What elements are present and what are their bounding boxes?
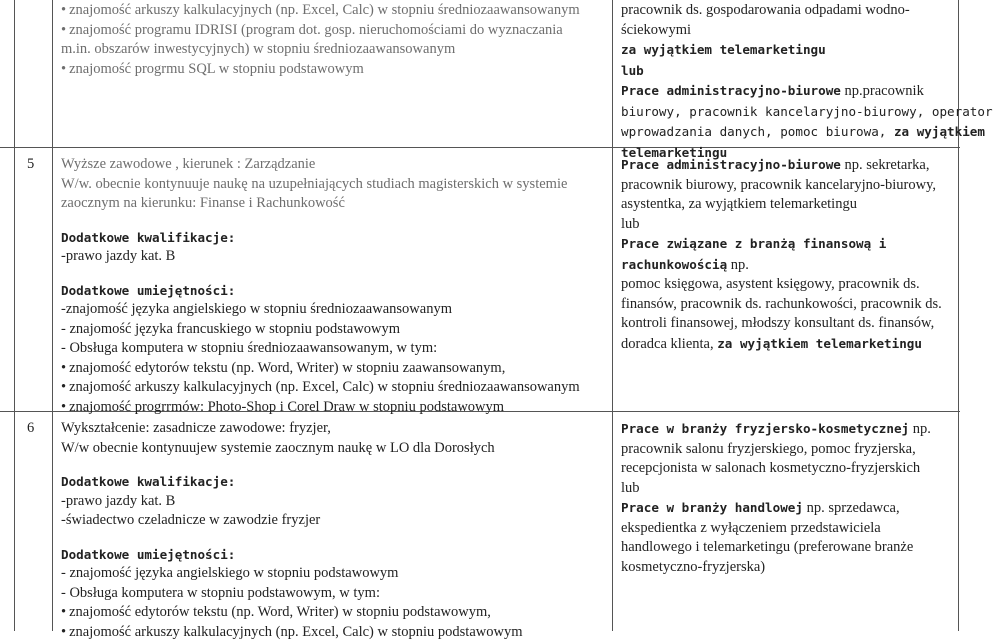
job-offer-line [621,419,931,440]
job-offer-line [621,1,993,21]
job-offer-line [621,459,931,479]
education-text: Wyższe zawodowe , kierunek : Zarządzanie [61,155,580,175]
row4-job-offers [621,1,993,163]
job-offer-text: handlowego i telemarketingu (preferowane branże [621,539,913,555]
job-category-label: telemarketingu [621,145,727,160]
job-offer-text: kontroli finansowej, młodszy konsultant ds. finansów, [621,315,934,331]
skills-list [61,300,580,417]
row5-profile-cell [61,155,580,417]
job-offer-line [621,255,942,276]
job-category-label: Prace w branży fryzjersko-kosmetycznej [621,421,909,436]
job-category-label: lub [621,63,644,78]
bullet-item: • znajomość progrmu SQL w stopniu podstawowym [61,60,580,80]
job-offer-line [621,195,942,215]
list-item: - Obsługa komputera w stopniu podstawowym, w tym: [61,584,523,604]
job-offer-line [621,215,942,235]
skills-heading: Dodatkowe umiejętności: [61,545,523,565]
job-offer-line [621,558,931,578]
job-offer-text: pracownik salonu fryzjerskiego, pomoc fryzjerska, [621,441,916,457]
job-offer-line [621,40,993,61]
study-line: W/w. obecnie kontynuuje naukę na uzupełniających studiach magisterskich w systemie [61,175,580,195]
job-offer-line [621,295,942,315]
qualification-item: -świadectwo czeladnicze w zawodzie fryzjer [61,511,523,531]
job-offer-text: ściekowymi [621,22,691,38]
job-offer-line [621,538,931,558]
job-offer-line [621,275,942,295]
job-offer-line [621,519,931,539]
job-offer-text: np. sprzedawca, [803,500,900,516]
qualifications-list [61,492,523,531]
job-offer-line [621,155,942,176]
job-offer-line [621,234,942,255]
study-info [61,175,580,214]
job-category-label: rachunkowością [621,257,727,272]
row4-skills-cell [61,1,580,79]
job-offer-text: np.pracownik [841,83,924,99]
study-line: W/w obecnie kontynuujew systemie zaocznym naukę w LO dla Dorosłych [61,439,523,459]
education-text: Wykształcenie: zasadnicze zawodowe: fryzjer, [61,419,523,439]
job-offer-line [621,498,931,519]
qualifications-heading: Dodatkowe kwalifikacje: [61,472,523,492]
job-offer-line [621,81,993,102]
row6-profile-cell [61,419,523,642]
job-offer-text: np. sekretarka, [841,157,930,173]
job-offer-text: lub [621,216,640,232]
table-border-left [14,0,15,631]
row-number-6: 6 [27,419,34,439]
job-category-label: za wyjątkiem telemarketingu [717,336,922,351]
job-offer-line [621,440,931,460]
job-category-label: Prace związane z branżą finansową i [621,236,886,251]
list-item: -znajomość języka angielskiego w stopniu średniozaawansowanym [61,300,580,320]
bullet-item: • znajomość arkuszy kalkulacyjnych (np. Excel, Calc) w stopniu średniozaawansowanym [61,378,580,398]
row5-job-offers [621,155,942,354]
job-offer-text: kosmetyczno-fryzjerska) [621,559,765,575]
job-offer-text: biurowy, pracownik kancelaryjno-biurowy, operator [621,104,993,119]
study-line: zaocznym na kierunku: Finanse i Rachunkowość [61,194,580,214]
job-offer-text: finansów, pracownik ds. rachunkowości, pracownik ds. [621,296,942,312]
job-offer-text: lub [621,480,640,496]
job-offer-line [621,314,942,334]
job-category-label: Prace w branży handlowej [621,500,803,515]
qualification-item: -prawo jazdy kat. B [61,247,580,267]
job-offer-text: np. [909,421,931,437]
row6-job-offers [621,419,931,577]
job-offer-text: pomoc księgowa, asystent księgowy, pracownik ds. [621,276,920,292]
bullet-item: • znajomość programu IDRISI (program dot. gosp. nieruchomościami do wyznaczania [61,21,580,41]
row4-jobs-cell [621,1,993,163]
job-offer-line [621,61,993,82]
table-divider-right [612,0,613,631]
job-offer-text: ekspedientka z wyłączeniem przedstawiciela [621,520,881,536]
row6-jobs-cell [621,419,931,577]
bullet-item: • znajomość arkuszy kalkulacyjnych (np. Excel, Calc) w stopniu podstawowym [61,623,523,642]
qualifications-list [61,247,580,267]
qualifications-heading: Dodatkowe kwalifikacje: [61,228,580,248]
bullet-item: • znajomość arkuszy kalkulacyjnych (np. Excel, Calc) w stopniu średniozaawansowanym [61,1,580,21]
job-offer-text: pracownik biurowy, pracownik kancelaryjno-biurowy, [621,177,936,193]
bullet-item: • znajomość edytorów tekstu (np. Word, Writer) w stopniu zaawansowanym, [61,359,580,379]
bullet-item: • znajomość edytorów tekstu (np. Word, Writer) w stopniu podstawowym, [61,603,523,623]
row-number-5: 5 [27,155,34,175]
job-offer-text: doradca klienta, [621,336,717,352]
job-category-label: za wyjątkiem [894,124,985,139]
job-offer-line [621,102,993,123]
job-offer-text: wprowadzania danych, pomoc biurowa, [621,124,894,139]
skills-list [61,564,523,642]
job-offer-line [621,21,993,41]
table-divider-left [52,0,53,631]
list-item: m.in. obszarów inwestycyjnych) w stopniu średniozaawansowanym [61,40,580,60]
job-offer-line [621,122,993,143]
job-category-label: za wyjątkiem telemarketingu [621,42,826,57]
skills-heading: Dodatkowe umiejętności: [61,281,580,301]
row5-jobs-cell [621,155,942,354]
job-category-label: Prace administracyjno-biurowe [621,83,841,98]
job-offer-text: asystentka, za wyjątkiem telemarketingu [621,196,857,212]
list-item: - znajomość języka angielskiego w stopniu podstawowym [61,564,523,584]
study-info [61,439,523,459]
list-item: - znajomość języka francuskiego w stopniu podstawowym [61,320,580,340]
job-offer-text: recepcjonista w salonach kosmetyczno-fryzjerskich [621,460,920,476]
job-offer-line [621,176,942,196]
bullet-item: • znajomość progrrmów: Photo-Shop i Corel Draw w stopniu podstawowym [61,398,580,418]
row4-skills-list [61,1,580,79]
list-item: - Obsługa komputera w stopniu średniozaawansowanym, w tym: [61,339,580,359]
job-offer-text: pracownik ds. gospodarowania odpadami wodno- [621,2,910,18]
job-offer-line [621,479,931,499]
qualification-item: -prawo jazdy kat. B [61,492,523,512]
job-offer-text: np. [727,257,749,273]
job-offer-line [621,334,942,355]
job-category-label: Prace administracyjno-biurowe [621,157,841,172]
